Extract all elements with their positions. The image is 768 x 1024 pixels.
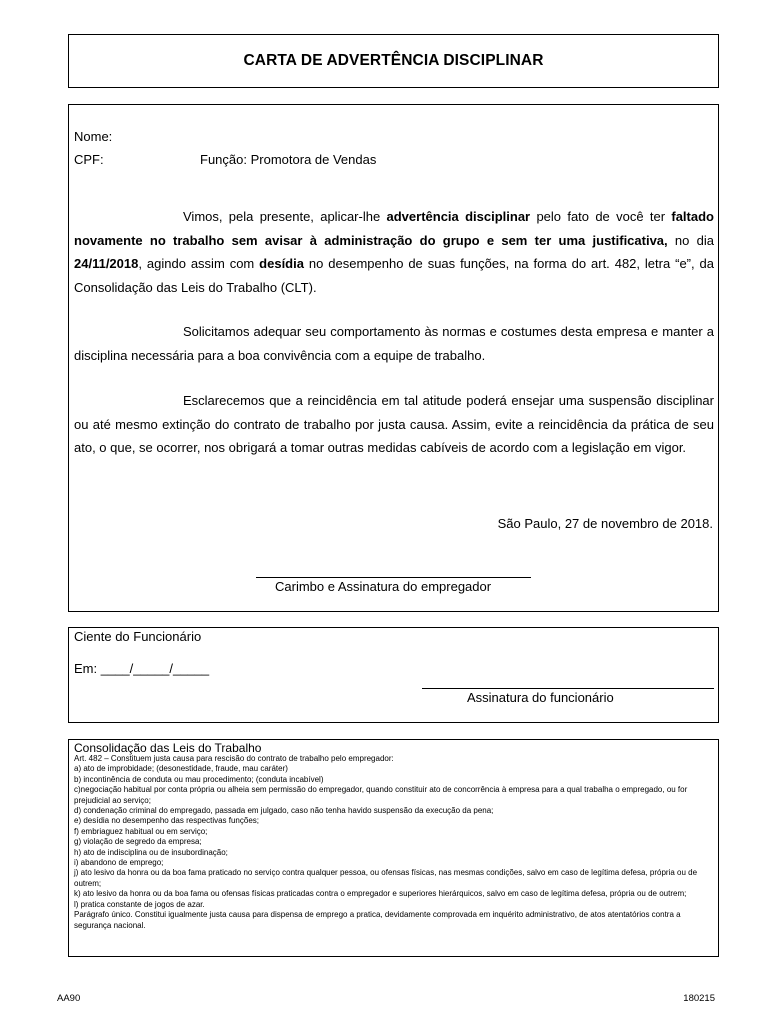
ack-title: Ciente do Funcionário — [74, 629, 202, 644]
clt-line: g) violação de segredo da empresa; — [74, 837, 202, 847]
clt-line: b) incontinência de conduta ou mau procedimento; (conduta incabível) — [74, 774, 324, 784]
funcao-label: Função: — [200, 152, 247, 167]
funcao-value: Promotora de Vendas — [250, 152, 377, 167]
p1-text-i: no desempenho de suas funções, na forma do art. 482, letra “e”, da Consolidação das Leis do Trabalho (CLT). — [74, 256, 714, 295]
employee-signature-line — [422, 688, 714, 689]
p1-text-a: Vimos, pela presente, aplicar-lhe — [183, 209, 387, 224]
clt-line: k) ato lesivo da honra ou da boa fama ou ofensas físicas praticadas contra o empregador e superiores hierárquicos, salvo em caso de legítima defesa, própria ou de outrem; — [74, 889, 687, 899]
document-title: CARTA DE ADVERTÊNCIA DISCIPLINAR — [243, 52, 544, 69]
clt-title: Consolidação das Leis do Trabalho — [74, 741, 262, 755]
p2-text: Solicitamos adequar seu comportamento às normas e costumes desta empresa e manter a disciplina necessária para a boa convivência com a equipe de trabalho. — [74, 324, 714, 363]
place-date: São Paulo, 27 de novembro de 2018. — [497, 516, 713, 531]
clt-line: j) ato lesivo da honra ou da boa fama praticado no serviço contra qualquer pessoa, ou ofensas físicas, nas mesmas condições, salvo em caso de legítima defesa, própria ou de outrem; — [74, 868, 698, 888]
p1-text-g: , agindo assim com — [138, 256, 260, 271]
footer-code-right: 180215 — [683, 993, 715, 1004]
ack-date-line: Em: ____/_____/_____ — [74, 661, 210, 676]
paragraph-2 — [74, 320, 714, 367]
clt-line: d) condenação criminal do empregado, passada em julgado, caso não tenha havido suspensão da execução da pena; — [74, 806, 494, 816]
paragraph-1 — [74, 205, 714, 299]
clt-box — [68, 739, 719, 957]
p1-text-c: pelo fato de você ter — [530, 209, 672, 224]
clt-line: Art. 482 – Constituem justa causa para rescisão do contrato de trabalho pelo empregador: — [74, 754, 394, 763]
acknowledgment-box — [68, 627, 719, 723]
p3-text: Esclarecemos que a reincidência em tal atitude poderá ensejar uma suspensão disciplinar ou até mesmo extinção do contrato de trabalho por justa causa. Assim, evite a reincidência da prática de seu ato, o que, se ocorrer, nos obrigará a tomar outras medidas cabíveis de acordo com a legislação em vigor. — [74, 393, 714, 455]
clt-text — [74, 754, 714, 931]
clt-line: e) desídia no desempenho das respectivas funções; — [74, 816, 260, 826]
p1-bold-date: 24/11/2018 — [74, 256, 139, 271]
nome-label: Nome: — [74, 129, 113, 144]
employer-signature-line — [256, 577, 531, 578]
title-box — [68, 34, 719, 88]
cpf-label: CPF: — [74, 152, 104, 167]
employer-signature-label: Carimbo e Assinatura do empregador — [275, 579, 492, 594]
clt-line: a) ato de improbidade; (desonestidade, fraude, mau caráter) — [74, 764, 288, 774]
clt-line: Parágrafo único. Constitui igualmente justa causa para dispensa de emprego a pratica, devidamente comprovada em inquérito administrativo, de atos atentatórios contra a segurança nacional. — [74, 910, 681, 930]
clt-line: h) ato de indisciplina ou de insubordinação; — [74, 847, 228, 857]
clt-line: l) pratica constante de jogos de azar. — [74, 899, 205, 909]
p1-bold-warning: advertência disciplinar — [386, 209, 531, 224]
paragraph-3 — [74, 389, 714, 460]
p1-bold-reason: faltado novamente no trabalho sem avisar à administração do grupo e sem ter uma justificativa, — [74, 209, 714, 248]
funcao-field — [200, 152, 376, 167]
p1-text-e: no dia — [667, 232, 714, 248]
clt-line: i) abandono de emprego; — [74, 858, 164, 868]
p1-bold-desidia: desídia — [259, 256, 304, 271]
letter-box — [68, 104, 719, 612]
employee-signature-label: Assinatura do funcionário — [467, 690, 614, 705]
clt-line: f) embriaguez habitual ou em serviço; — [74, 826, 208, 836]
footer-code-left: AA90 — [57, 993, 81, 1004]
clt-line: c)negociação habitual por conta própria ou alheia sem permissão do empregador, quando constituir ato de concorrência à empresa para a qual trabalha o empregado, ou for prejudicial ao serviço; — [74, 785, 688, 805]
